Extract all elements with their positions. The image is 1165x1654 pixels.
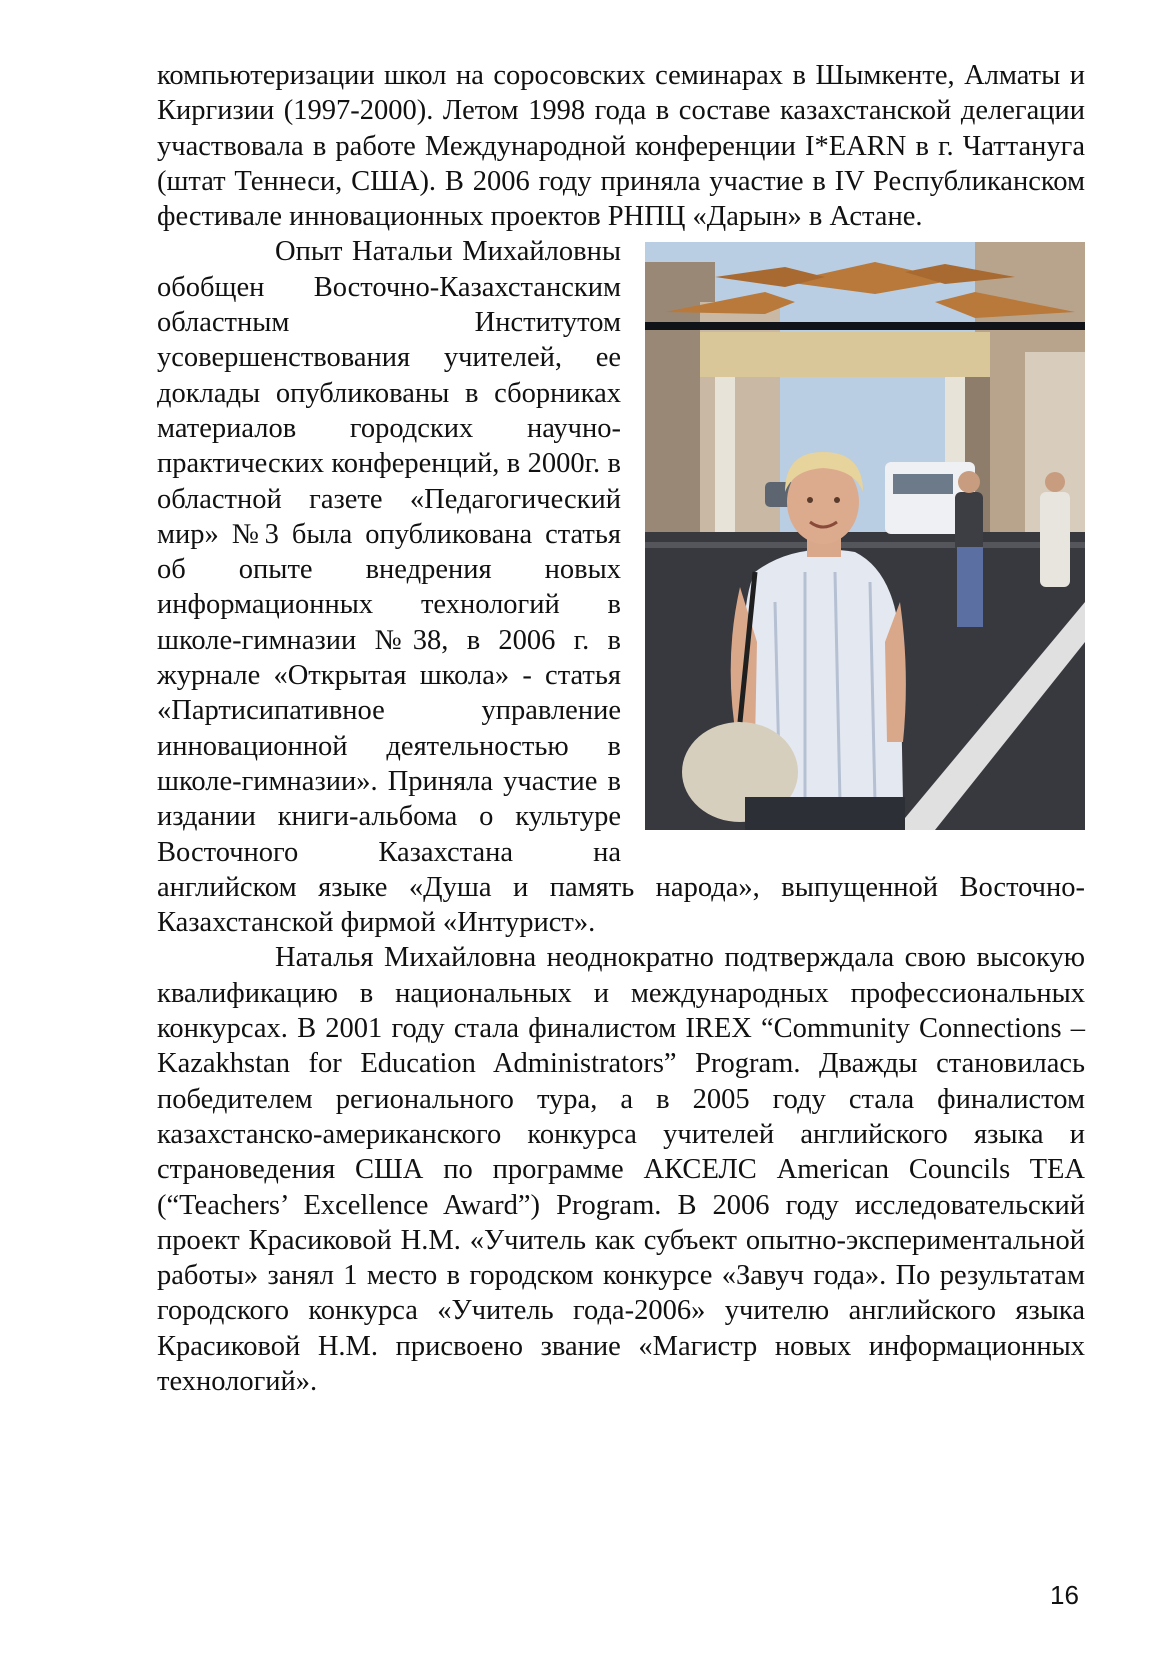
paragraph-2: Опыт Натальи Михайловны обобщен Восточно-Казахстанским областным Институтом усовершенствования учителей, ее доклады опубликованы в сборниках материалов городских научно-практических конференций, в 2000г. в областной газете «Педагогический мир» №3 была опубликована статья об опыте внедрения новых информационных технологий в школе-гимназии №38, в 2006 г. в журнале «Открытая школа» - статья «Партисипативное управление инновационной деятельностью в школе-гимназии». Приняла участие в издании книги-альбома о культуре Восточного Казахстана на английском языке «Душа и память народа», выпущенной Восточно-Казахстанской фирмой «Интурист». — [157, 236, 1085, 939]
paragraph-3: Наталья Михайловна неоднократно подтверждала свою высокую квалификацию в национальных и международных профессиональных конкурсах. В 2001 году стала финалистом IREX “Community Connections – Kazakhstan for Education Administrators” Program. Дважды становилась победителем регионального тура, а в 2005 году стала финалистом казахстанско-американского конкурса учителей английского языка и страноведения США по программе АКСЕЛС American Councils TEA (“Teachers’ Excellence Award”) Program. В 2006 году исследовательский проект Красиковой Н.М. «Учитель как субъект опытно-экспериментальной работы» занял 1 место в городском конкурсе «Завуч года». По результатам городского конкурса «Учитель года-2006» учителю английского языка Красиковой Н.М. присвоено звание «Магистр новых информационных технологий». — [157, 942, 1085, 1397]
page-number: 16 — [1050, 1580, 1079, 1610]
paragraph-1: компьютеризации школ на соросовских семинарах в Шымкенте, Алматы и Киргизии (1997-2000). Летом 1998 года в составе казахстанской делегации участвовала в работе Международной конференции I*EARN в г. Чаттануга (штат Теннеси, США). В 2006 году приняла участие в IV Республиканском фестивале инновационных проектов РНПЦ «Дарын» в Астане. — [157, 60, 1085, 233]
document-body — [157, 58, 1085, 1399]
photo-woman-at-chinatown-gate — [645, 242, 1085, 830]
paragraph-2-with-photo — [157, 234, 1085, 940]
